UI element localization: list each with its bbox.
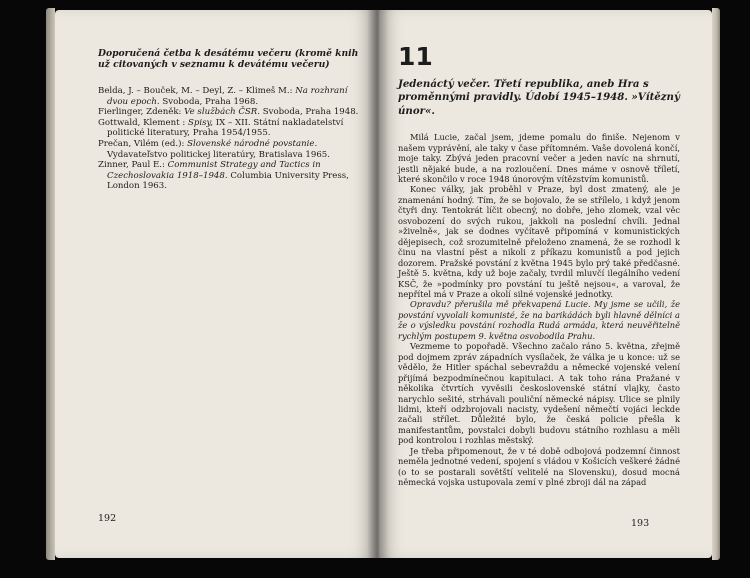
right-page-edge: [712, 8, 720, 560]
reading-list-heading: Doporučená četba k desátému večeru (kromě knih už citovaných v seznamu k devátému večeru): [98, 48, 359, 70]
chapter-number: 11: [398, 42, 433, 71]
chapter-content: [398, 42, 680, 488]
body-paragraph: Milá Lucie, začal jsem, jdeme pomalu do finiše. Nejenom v našem vyprávění, ale taky v čase přítomném. Vaše dovolená končí, moje taky. Zbývá jeden pracovní večer a jeden navíc na shrnutí, jestli nějaké bude, a na rozloučení. Dnes máme v osnově tříletí, které skončilo v roce 1948 únorovým vítězstvím komunistů.: [398, 132, 680, 185]
reference-entry: [98, 107, 366, 118]
reference-author: Zinner, Paul E.:: [98, 160, 168, 171]
body-paragraph: Vezmeme to popořadě. Všechno začalo ráno 5. května, zřejmě pod dojmem zpráv západních vysílaček, že válka je u konce: už se vědělo, že Hitler spáchal sebevraždu a německé vojenské velení přijímá bezpodmínečnou kapitulaci. A tak toho rána Pražané v několika čtvrtích vyvěsili československé státní vlajky, často narychlo sešité, strhávali pouliční německé nápisy. Ulice se plnily lidmi, kteří odzbrojovali nacisty, vydešení němečtí vojáci leckde začali střílet. Důležité bylo, že česká policie přešla k manifestantům, povstalci dobyli budovu státního rozhlasu a měli pod kontrolou i rozhlas městský.: [398, 341, 680, 446]
chapter-title: Jedenáctý večer. Třetí republika, aneb Hra s proměnnými pravidly. Údobí 1945–1948. »Vítězný únor«.: [398, 78, 680, 117]
right-page: [377, 10, 712, 558]
reference-publisher: Svoboda, Praha 1948.: [260, 107, 359, 118]
book-gutter: [367, 10, 389, 558]
left-page: [55, 10, 377, 558]
body-paragraph: Je třeba připomenout, že v té době odbojová podzemní činnost neměla jednotné vedení, spojení s vládou v Košicích veškeré žádné (o to se postarali sovětští velitelé na Slovensku), dosud mocná německá vojska ustupovala zemí v plné zbroji dál na západ: [398, 445, 680, 488]
reference-author: Belda, J. – Bouček, M. – Deyl, Z. – Klimeš M.:: [98, 86, 296, 96]
body-paragraph-italic: Opravdu? přerušila mě překvapená Lucie. My jsme se učili, že povstání vyvolali komunisté, že na barikádách byli hlavně dělníci a že o výsledku povstání rozhodla Rudá armáda, která neuvěřitelně rychlým postupem 9. května osvobodila Prahu.: [398, 299, 680, 341]
reference-publisher: IX – XII. Státní nakladatelství politické literatury, Praha 1954/1955.: [107, 117, 344, 139]
reference-author: Gottwald, Klement :: [98, 117, 188, 128]
reference-title: Communist Strategy and Tactics in Czechoslovakia 1918–1948.: [107, 160, 321, 181]
reference-title: Na rozhraní dvou epoch.: [107, 86, 348, 107]
chapter-body: [398, 132, 680, 487]
reference-publisher: Svoboda, Praha 1968.: [159, 96, 259, 107]
reference-title: Spisy,: [187, 117, 213, 128]
reference-entry: [98, 160, 366, 192]
reference-author: Fierlinger, Zdeněk:: [98, 107, 185, 118]
reference-title: Ve službách ČSR.: [184, 107, 260, 118]
reference-entry: [98, 86, 366, 107]
reference-author: Prečan, Vilém (ed.):: [98, 138, 188, 149]
page-number-right: 193: [631, 518, 650, 529]
body-paragraph: Konec války, jak proběhl v Praze, byl dost zmatený, ale je znamenání hodný. Tím, že se bojovalo, že se střílelo, i když jenom čtyři dny. Tentokrát líčit obecný, no dobře, jeho zlomek, vzal věc osvobození do svých rukou, jakkoli na poslední chvíli. Jednal »živelně«, jak se dodnes vyčítavě připomíná v komunistických dějepisech, což srozumitelně přeloženo znamená, že se rozhodl k činu na vlastní pěst a nikoli z příkazu komunistů a pod jejich dozorem. Pražské povstání z května 1945 bylo prý také předčasné. Ještě 5. května, kdy už boje začaly, tvrdil mluvčí ilegálního vedení KSČ, že »podmínky pro povstání tu ještě nejsou«, a varoval, že nepřítel má v Praze a okolí silné vojenské jednotky.: [398, 184, 680, 300]
reference-publisher: Columbia University Press, London 1963.: [107, 170, 349, 192]
reference-publisher: Vydavateľstvo politickej literatúry, Bratislava 1965.: [107, 149, 330, 160]
reading-list: [98, 48, 366, 192]
reference-entry: [98, 118, 366, 139]
page-number-left: 192: [98, 513, 117, 524]
reference-title: Slovenské národné povstanie.: [187, 138, 318, 149]
left-page-edge: [46, 8, 55, 560]
reference-entry: [98, 139, 366, 160]
